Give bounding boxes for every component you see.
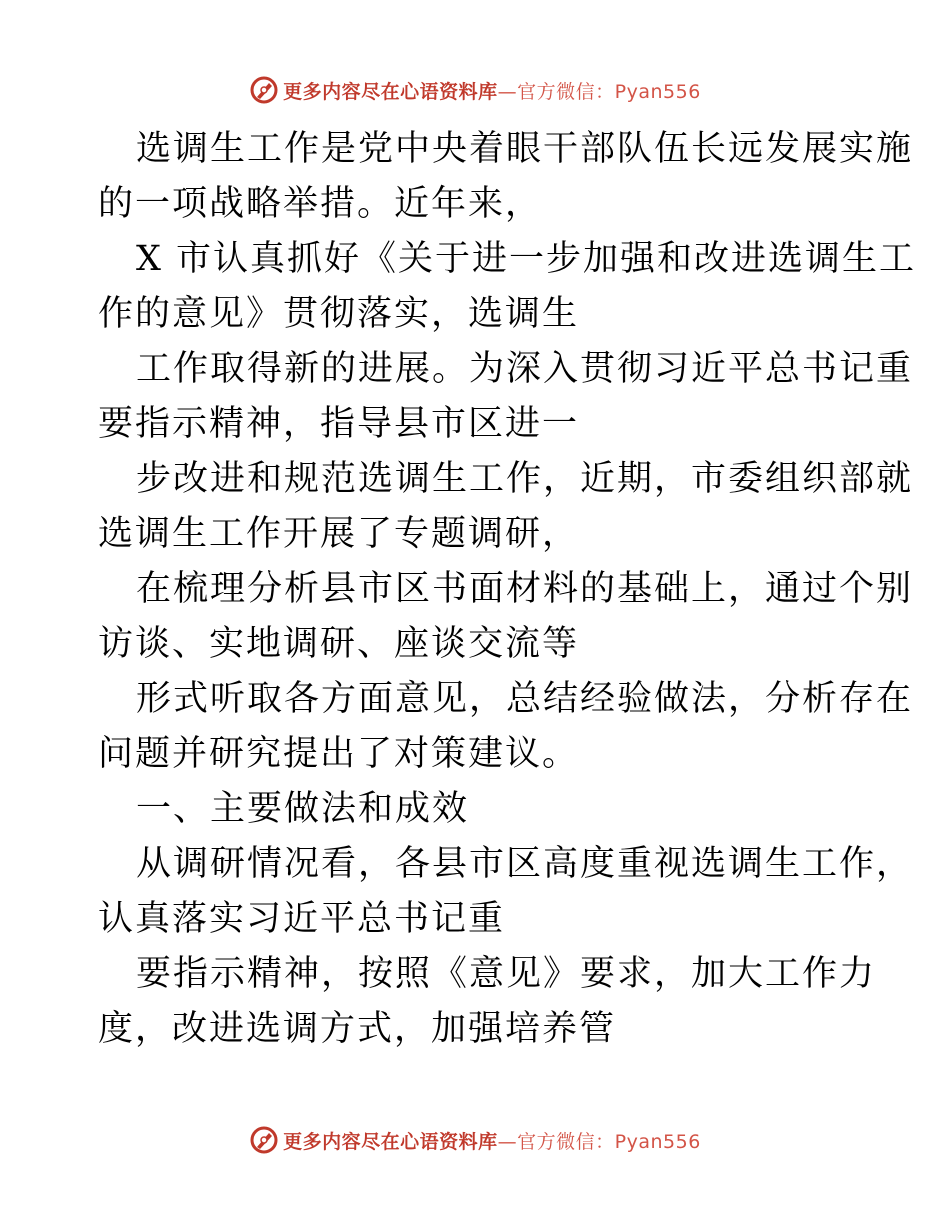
- text-line: 形式听取各方面意见，总结经验做法，分析存在: [136, 679, 914, 719]
- pen-logo-icon: [249, 1125, 279, 1155]
- text-line: 问题并研究提出了对策建议。: [98, 734, 580, 774]
- text-line: 选调生工作开展了专题调研，: [98, 514, 580, 554]
- text-line: 从调研情况看，各县市区高度重视选调生工作，: [136, 844, 914, 884]
- text-line: X 市认真抓好《关于进一步加强和改进选调生工: [136, 239, 917, 279]
- text-line: 选调生工作是党中央着眼干部队伍长远发展实施: [136, 129, 914, 169]
- text-line: 步改进和规范选调生工作，近期，市委组织部就: [136, 459, 914, 499]
- footer-watermark: [0, 1122, 950, 1158]
- text-line: 访谈、实地调研、座谈交流等: [98, 624, 580, 664]
- watermark-text: 更多内容尽在心语资料库—官方微信：Pyan556: [283, 1130, 701, 1153]
- pen-logo-icon: [249, 75, 279, 105]
- text-line: 作的意见》贯彻落实，选调生: [98, 294, 580, 334]
- text-line: 要指示精神，指导县市区进一: [98, 404, 580, 444]
- document-body: [98, 122, 917, 1057]
- section-heading: 一、主要做法和成效: [136, 789, 470, 829]
- text-line: 认真落实习近平总书记重: [98, 899, 506, 939]
- watermark-text: 更多内容尽在心语资料库—官方微信：Pyan556: [283, 80, 701, 103]
- text-line: 度，改进选调方式，加强培养管: [98, 1009, 617, 1049]
- header-watermark: [0, 72, 950, 108]
- text-line: 的一项战略举措。近年来，: [98, 184, 543, 224]
- text-line: 要指示精神，按照《意见》要求，加大工作力: [136, 954, 877, 994]
- text-line: 工作取得新的进展。为深入贯彻习近平总书记重: [136, 349, 914, 389]
- text-line: 在梳理分析县市区书面材料的基础上，通过个别: [136, 569, 914, 609]
